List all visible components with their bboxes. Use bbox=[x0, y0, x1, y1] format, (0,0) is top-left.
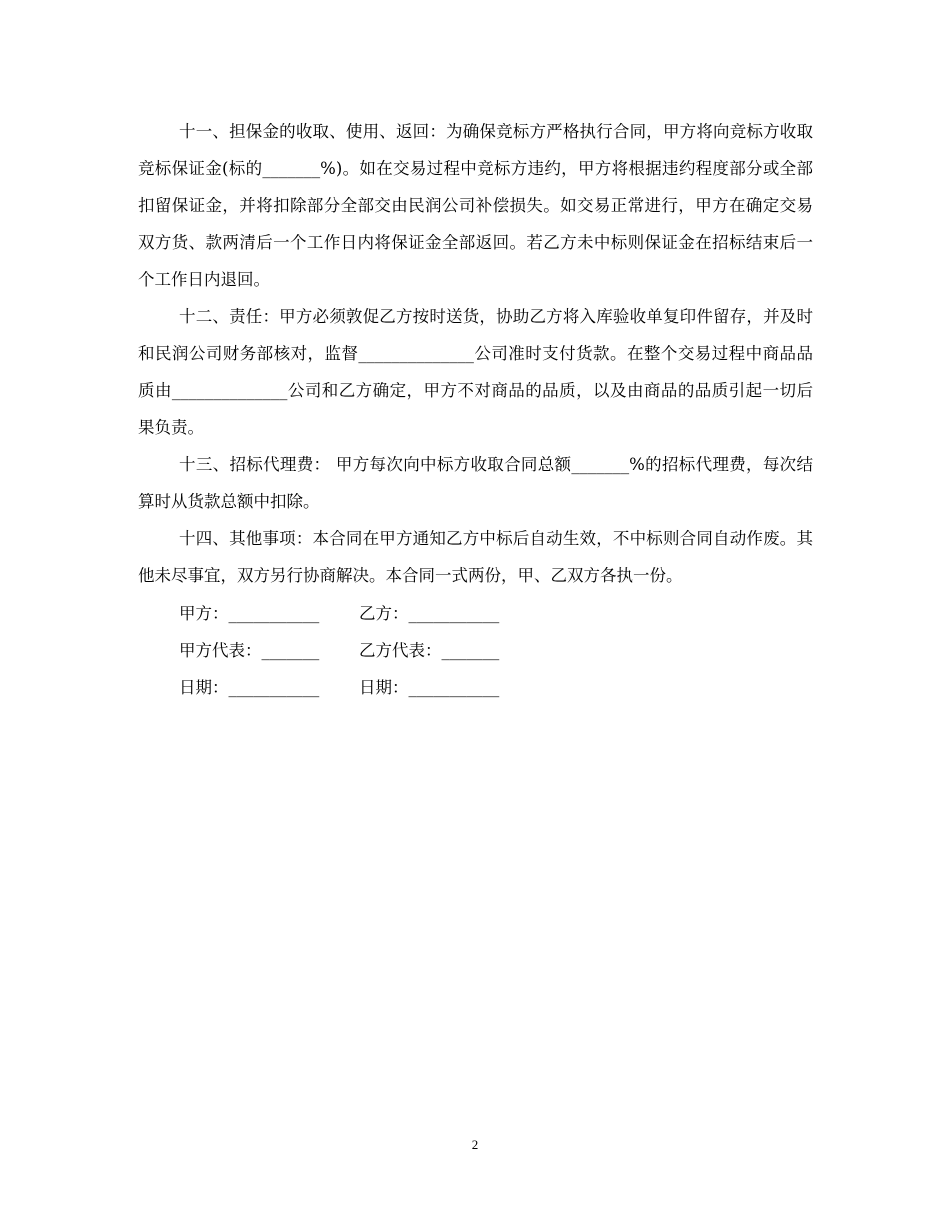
party-b-field: 乙方：___________ bbox=[359, 604, 500, 623]
clause-13-paragraph: 十三、招标代理费： 甲方每次向中标方收取合同总额_______%的招标代理费，每次结算时从货款总额中扣除。 bbox=[138, 455, 813, 511]
clause-14-paragraph: 十四、其他事项：本合同在甲方通知乙方中标后自动生效，不中标则合同自动作废。其他未尽事宜，双方另行协商解决。本合同一式两份，甲、乙双方各执一份。 bbox=[138, 529, 813, 585]
signature-row-date bbox=[138, 669, 813, 706]
party-b-representative-field: 乙方代表：_______ bbox=[359, 641, 500, 660]
clause-11-paragraph: 十一、担保金的收取、使用、返回：为确保竞标方严格执行合同，甲方将向竞标方收取竞标保证金(标的_______%)。如在交易过程中竞标方违约，甲方将根据违约程度部分或全部扣留保证金，并将扣除部分全部交由民润公司补偿损失。如交易正常进行，甲方在确定交易双方货、款两清后一个工作日内将保证金全部返回。若乙方未中标则保证金在招标结束后一个工作日内退回。 bbox=[138, 122, 813, 289]
party-a-date-field: 日期：___________ bbox=[179, 678, 320, 697]
contract-body bbox=[138, 113, 813, 706]
clause-12-paragraph: 十二、责任：甲方必须敦促乙方按时送货，协助乙方将入库验收单复印件留存，并及时和民润公司财务部核对，监督______________公司准时支付货款。在整个交易过程中商品品质由______________公司和乙方确定，甲方不对商品的品质，以及由商品的品质引起一切后果负责。 bbox=[138, 307, 813, 437]
signature-row-party bbox=[138, 595, 813, 632]
signature-block bbox=[138, 595, 813, 706]
party-a-representative-field: 甲方代表：_______ bbox=[179, 641, 320, 660]
party-a-field: 甲方：___________ bbox=[179, 604, 320, 623]
page-number: 2 bbox=[471, 1137, 479, 1152]
party-b-date-field: 日期：___________ bbox=[359, 678, 500, 697]
signature-row-representative bbox=[138, 632, 813, 669]
